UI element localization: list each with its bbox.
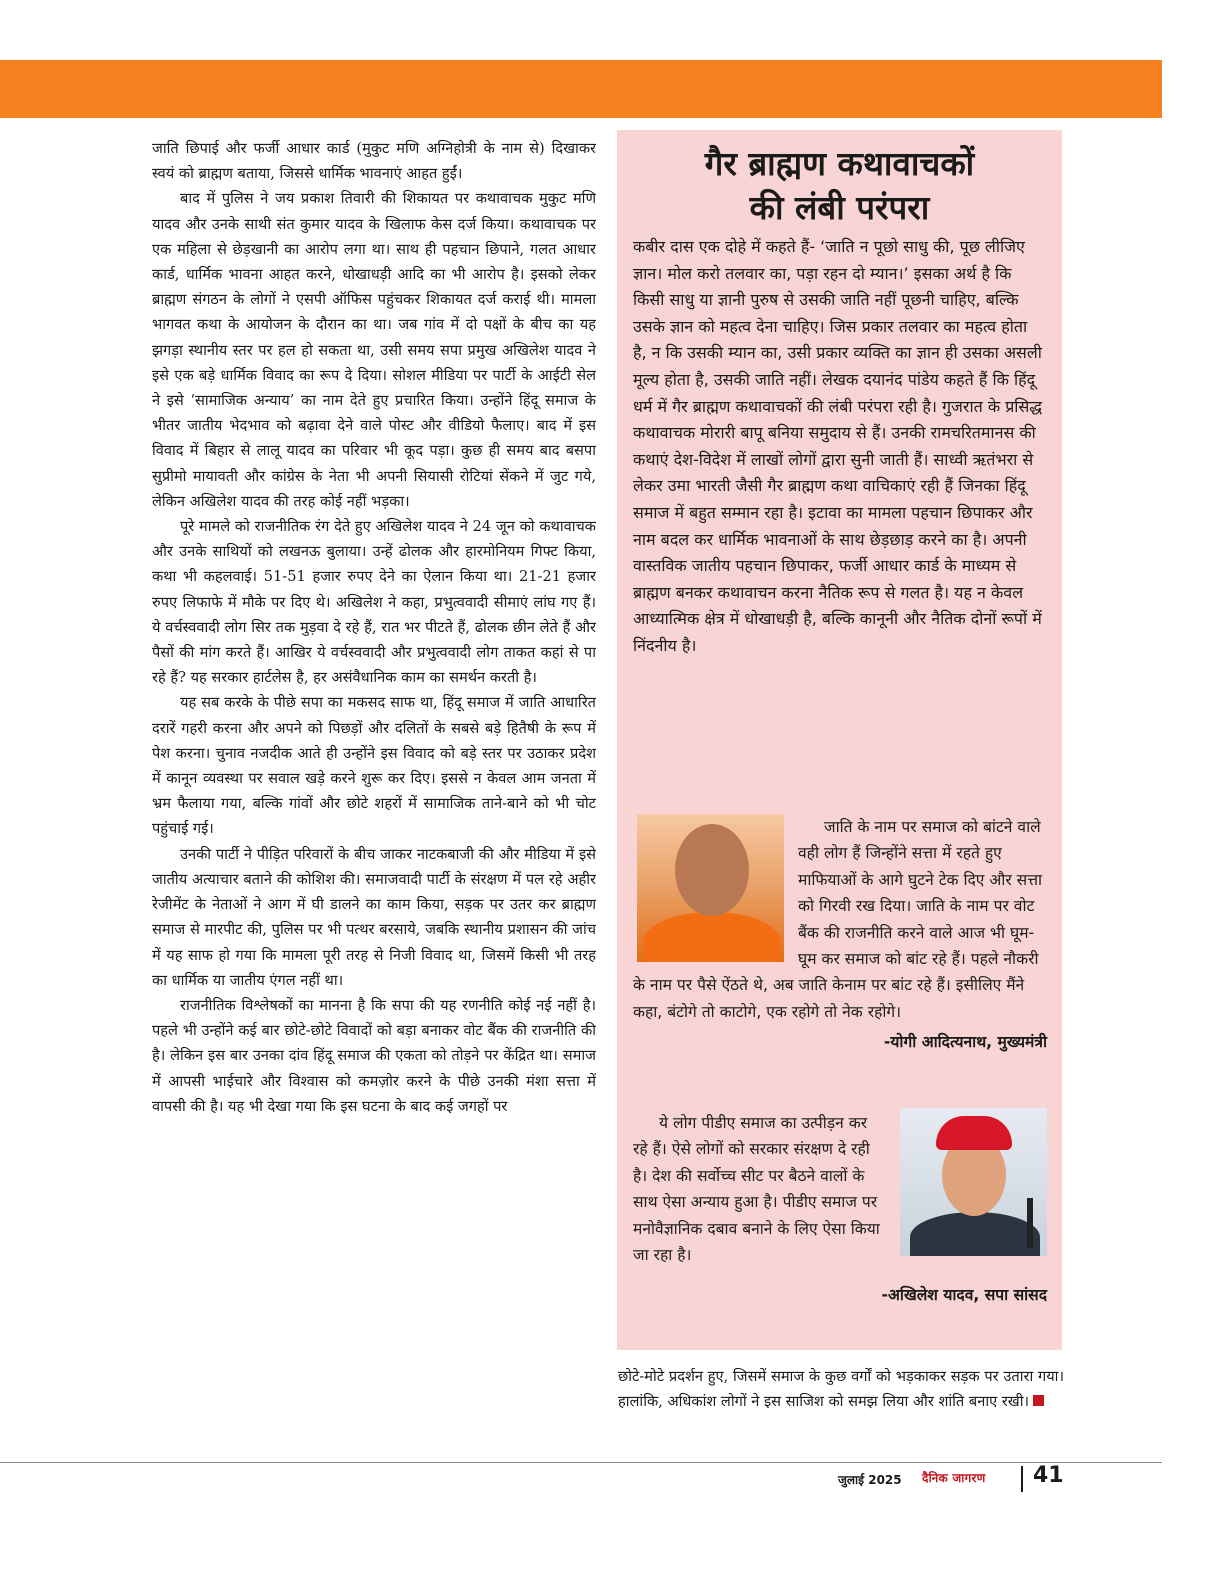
footer-date: जुलाई 2025 — [838, 1473, 902, 1487]
quote-attribution: -योगी आदित्यनाथ, मुख्यमंत्री — [883, 1033, 1047, 1052]
body-shape — [910, 1212, 1040, 1256]
akhilesh-yadav-photo — [900, 1108, 1047, 1256]
article-paragraph: जाति छिपाई और फर्जी आधार कार्ड (मुकुट मणि अग्निहोत्री के नाम से) दिखाकर स्वयं को ब्राह्मण बताया, जिससे धार्मिक भावनाएं आहत हुईं। — [152, 140, 596, 183]
article-paragraph: राजनीतिक विश्लेषकों का मानना है कि सपा की यह रणनीति कोई नई नहीं है। पहले भी उन्होंने कई बार छोटे-छोटे विवादों को बड़ा बनाकर वोट बैंक की राजनीति की है। लेकिन इस बार उनका दांव हिंदू समाज की एकता को तोड़ने पर केंद्रित था। समाज में आपसी भाईचारे और विश्वास को कमज़ोर करने के पीछे उनकी मंशा सत्ता में वापसी की है। यह भी देखा गया कि इस घटना के बाद कई जगहों पर — [152, 996, 596, 1115]
red-cap-shape — [936, 1116, 1012, 1150]
quote-text: जाति के नाम पर समाज को बांटने वाले वही लोग हैं जिन्होंने सत्ता में रहते हुए माफियाओं के आगे घुटने टेक दिए और सत्ता को गिरवी रख दिया। जाति के नाम पर वोट बैंक की राजनीति करने वाले आज भी घूम-घूम कर समाज को बांट रहे हैं। पहले नौकरी के नाम पर पैसे ऐंठते थे, अब जाति केनाम पर बांट रहे हैं। इसीलिए मैंने कहा, बंटोगे तो काटोगे, एक रहोगे तो नेक रहोगे। — [633, 818, 1043, 1021]
yogi-adityanath-photo — [637, 814, 784, 962]
article-left-column — [152, 136, 596, 1442]
quote-yogi — [633, 814, 1047, 1056]
sidebar-title-line1: गैर ब्राह्मण कथावाचकों — [704, 144, 975, 183]
footer-separator — [1021, 1466, 1023, 1492]
quote-akhilesh — [633, 1110, 1047, 1309]
continuation-text: छोटे-मोटे प्रदर्शन हुए, जिसमें समाज के कुछ वर्गों को भड़काकर सड़क पर उतारा गया। हालांकि, अधिकांश लोगों ने इस साजिश को समझ लिया और शांति बनाए रखी। — [618, 1368, 1064, 1411]
article-continuation — [618, 1364, 1064, 1414]
sidebar-title — [617, 142, 1062, 230]
top-color-band — [0, 60, 1162, 118]
end-of-article-icon — [1033, 1395, 1044, 1406]
article-paragraph: पूरे मामले को राजनीतिक रंग देते हुए अखिलेश यादव ने 24 जून को कथावाचक और उनके साथियों को लखनऊ बुलाया। उन्हें ढोलक और हारमोनियम गिफ्ट किया, कथा भी कहलवाई। 51-51 हजार रुपए देने का ऐलान किया था। 21-21 हजार रुपए लिफाफे में मौके पर दिए थे। अखिलेश ने कहा, प्रभुत्ववादी सीमाएं लांघ गए हैं। ये वर्चस्ववादी लोग सिर तक मुड़वा दे रहे हैं, रात भर पीटते हैं, ढोलक छीन लेते हैं और पैसों की मांग करते हैं। आखिर ये वर्चस्ववादी और प्रभुत्ववादी लोग ताकत कहां से पा रहे हैं? यह सरकार हार्टलेस है, हर असंवैधानिक काम का समर्थन करती है। — [152, 518, 596, 687]
publication-logo: दैनिक जागरण — [922, 1471, 986, 1485]
page-number: 41 — [1033, 1463, 1064, 1488]
robe-shape — [643, 912, 781, 962]
quote-text: ये लोग पीडीए समाज का उत्पीड़न कर रहे हैं। ऐसे लोगों को सरकार संरक्षण दे रही है। देश की सर्वोच्च सीट पर बैठने वालों के साथ ऐसा अन्याय हुआ है। पीडीए समाज पर मनोवैज्ञानिक दबाव बनाने के लिए ऐसा किया जा रहा है। — [633, 1114, 880, 1265]
sidebar-title-line2: की लंबी परंपरा — [749, 188, 930, 227]
sidebar-body: कबीर दास एक दोहे में कहते हैं- ‘जाति न पूछो साधु की, पूछ लीजिए ज्ञान। मोल करो तलवार का, पड़ा रहन दो म्यान।’ इसका अर्थ है कि किसी साधु या ज्ञानी पुरुष से उसकी जाति नहीं पूछनी चाहिए, बल्कि उसके ज्ञान को महत्व देना चाहिए। जिस प्रकार तलवार का महत्व होता है, न कि उसकी म्यान का, उसी प्रकार व्यक्ति का ज्ञान ही उसका असली मूल्य होता है, उसकी जाति नहीं। लेखक दयानंद पांडेय कहते हैं कि हिंदू धर्म में गैर ब्राह्मण कथावाचकों की लंबी परंपरा रही है। गुजरात के प्रसिद्ध कथावाचक मोरारी बापू बनिया समुदाय से हैं। उनकी रामचरितमानस की कथाएं देश-विदेश में लाखों लोगों द्वारा सुनी जाती हैं। साध्वी ऋतंभरा से लेकर उमा भारती जैसी गैर ब्राह्मण कथा वाचिकाएं रही हैं जिनका हिंदू समाज में बहुत सम्मान रहा है। इटावा का मामला पहचान छिपाकर और नाम बदल कर धार्मिक भावनाओं के साथ छेड़छाड़ करने का है। अपनी वास्तविक जातीय पहचान छिपाकर, फर्जी आधार कार्ड के माध्यम से ब्राह्मण बनकर कथावाचन करना नैतिक रूप से गलत है। यह न केवल आध्यात्मिक क्षेत्र में धोखाधड़ी है, बल्कि कानूनी और नैतिक दोनों रूपों में निंदनीय है। — [633, 237, 1043, 655]
face-shape — [675, 824, 749, 916]
article-paragraph: बाद में पुलिस ने जय प्रकाश तिवारी की शिकायत पर कथावाचक मुकुट मणि यादव और उनके साथी संत कुमार यादव के खिलाफ केस दर्ज किया। कथावाचक पर एक महिला से छेड़खानी का आरोप लगा था। साथ ही पहचान छिपाने, गलत आधार कार्ड, धार्मिक भावना आहत करने, धोखाधड़ी आदि का भी आरोप है। इसको लेकर ब्राह्मण संगठन के लोगों ने एसपी ऑफिस पहुंचकर शिकायत दर्ज कराई थी। मामला भागवत कथा के आयोजन के दौरान का था। जब गांव में दो पक्षों के बीच का यह झगड़ा स्थानीय स्तर पर हल हो सकता था, उसी समय सपा प्रमुख अखिलेश यादव ने इसे एक बड़े धार्मिक विवाद का रूप दे दिया। सोशल मीडिया पर पार्टी के आईटी सेल ने इसे ‘सामाजिक अन्याय’ का नाम देते हुए प्रचारित किया। उन्होंने हिंदू समाज के भीतर जातीय भेदभाव को बढ़ावा देने वाले पोस्ट और वीडियो फैलाए। बाद में इस विवाद में बिहार से लालू यादव का परिवार भी कूद पड़ा। कुछ ही समय बाद बसपा सुप्रीमो मायावती और कांग्रेस के नेता भी अपनी सियासी रोटियां सेंकने में जुट गये, लेकिन अखिलेश यादव की तरह कोई नहीं भड़का। — [152, 190, 596, 510]
footer-divider — [0, 1462, 1162, 1463]
article-paragraph: उनकी पार्टी ने पीड़ित परिवारों के बीच जाकर नाटकबाजी की और मीडिया में इसे जातीय अत्याचार बताने की कोशिश की। समाजवादी पार्टी के संरक्षण में पल रहे अहीर रेजीमेंट के नेताओं ने आग में घी डालने का काम किया, सड़क पर उतर कर ब्राह्मण समाज से मारपीट की, पुलिस पर भी पत्थर बरसाये, जबकि स्थानीय प्रशासन की जांच में यह साफ हो गया कि मामला पूरी तरह से निजी विवाद था, जिसमें किसी भी तरह का धार्मिक या जातीय एंगल नहीं था। — [152, 845, 596, 989]
article-paragraph: यह सब करके के पीछे सपा का मकसद साफ था, हिंदू समाज में जाति आधारित दरारें गहरी करना और अपने को पिछड़ों और दलितों के सबसे बड़े हितैषी के रूप में पेश करना। चुनाव नजदीक आते ही उन्होंने इस विवाद को बड़े स्तर पर उठाकर प्रदेश में कानून व्यवस्था पर सवाल खड़े करने शुरू कर दिए। इससे न केवल आम जनता में भ्रम फैलाया गया, बल्कि गांवों और छोटे शहरों में सामाजिक ताने-बाने को भी चोट पहुंचाई गई। — [152, 694, 596, 838]
microphone-icon — [1027, 1198, 1033, 1248]
quote-attribution: -अखिलेश यादव, सपा सांसद — [881, 1286, 1047, 1305]
